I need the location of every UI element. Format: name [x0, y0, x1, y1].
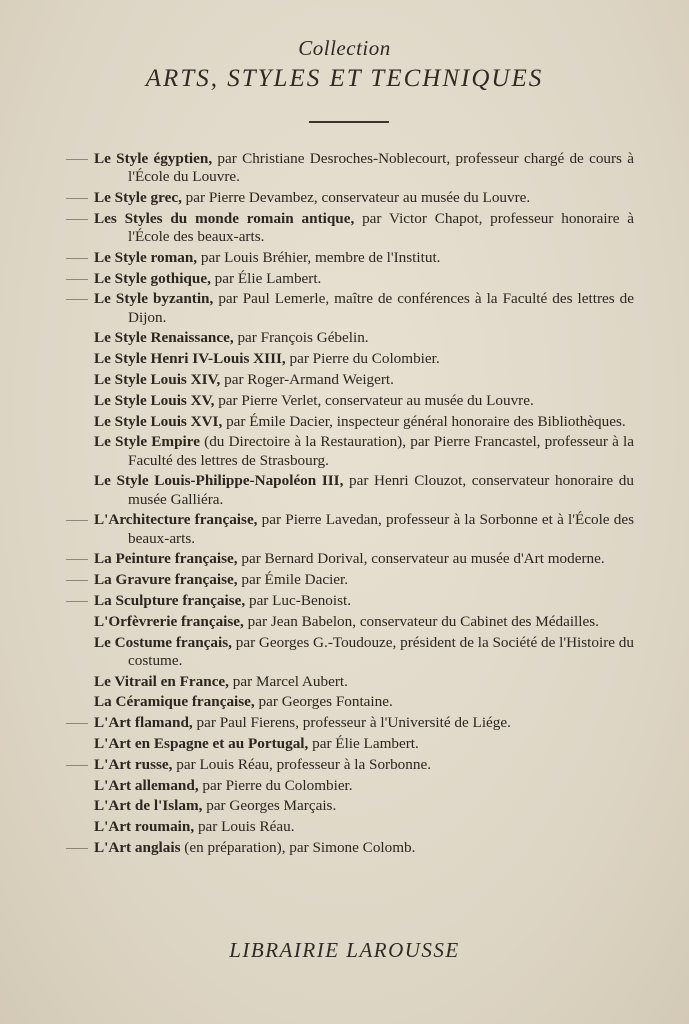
volume-title: Les Styles du monde romain antique, — [94, 209, 355, 227]
volume-title: Le Style Henri IV-Louis XIII, — [94, 350, 286, 368]
list-item — [94, 613, 634, 631]
list-item — [94, 797, 634, 815]
pencil-tick-mark — [66, 299, 88, 300]
volume-title: L'Art allemand, — [94, 776, 199, 794]
volume-title: Le Style Louis XIV, — [94, 370, 221, 388]
volume-author: par Marcel Aubert. — [228, 672, 348, 690]
volume-title: L'Orfèvrerie française, — [94, 612, 244, 630]
list-item — [94, 714, 634, 732]
list-item — [94, 839, 634, 857]
list-item — [94, 818, 634, 836]
list-item — [94, 693, 634, 711]
volume-title: Le Style égyptien, — [94, 150, 213, 167]
list-item — [94, 249, 634, 267]
pencil-tick-mark — [66, 279, 88, 280]
volume-author: par Pierre Devambez, conservateur au musée du Louvre. — [181, 189, 531, 206]
volume-title: L'Art russe, — [94, 755, 173, 773]
volume-author: par François Gébelin. — [233, 329, 369, 347]
list-item — [94, 673, 634, 691]
volume-author: par Émile Dacier, inspecteur général honoraire des Bibliothèques. — [222, 412, 626, 430]
list-item — [94, 413, 634, 431]
pencil-tick-mark — [66, 198, 88, 199]
volume-title: L'Art flamand, — [94, 714, 193, 732]
list-item — [94, 592, 634, 610]
volume-title: La Sculpture française, — [94, 591, 246, 609]
volume-author: par Émile Dacier. — [237, 571, 349, 589]
volume-title: Le Style Louis-Philippe-Napoléon III, — [94, 472, 344, 490]
volume-title: Le Style byzantin, — [94, 290, 214, 308]
volume-author: par Georges Marçais. — [202, 797, 337, 815]
volume-author: par Pierre du Colombier. — [285, 350, 440, 368]
list-item — [94, 150, 634, 186]
pencil-tick-mark — [66, 520, 88, 521]
volume-author: par Victor Chapot, professeur honoraire à l'École des beaux-arts. — [128, 209, 634, 245]
list-item — [94, 634, 634, 670]
volume-author: par Paul Fierens, professeur à l'Université de Liége. — [192, 714, 511, 732]
list-item — [94, 571, 634, 589]
page-header — [0, 36, 689, 93]
list-item — [94, 329, 634, 347]
list-item — [94, 189, 634, 207]
pencil-tick-mark — [66, 580, 88, 581]
series-title: ARTS, STYLES ET TECHNIQUES — [145, 65, 544, 92]
volume-author: par Élie Lambert. — [210, 269, 322, 287]
list-item — [94, 350, 634, 368]
volume-author: par Élie Lambert. — [308, 734, 419, 752]
publisher-name: LIBRAIRIE LAROUSSE — [229, 938, 460, 962]
list-item — [94, 210, 634, 246]
volume-author: par Roger-Armand Weigert. — [220, 370, 394, 388]
volume-author: par Pierre du Colombier. — [198, 776, 353, 794]
collection-label: Collection — [298, 36, 391, 60]
volume-title: L'Art anglais — [94, 838, 181, 856]
volume-title: Le Style gothique, — [94, 269, 211, 287]
volume-title: La Peinture française, — [94, 550, 238, 568]
volume-author: par Henri Clouzot, conservateur honoraire du musée Galliéra. — [128, 472, 634, 508]
title-list — [94, 150, 634, 860]
volume-author: par Georges Fontaine. — [254, 693, 393, 711]
volume-title: La Céramique française, — [94, 693, 255, 711]
pencil-tick-mark — [66, 159, 88, 160]
volume-title: L'Art de l'Islam, — [94, 797, 203, 815]
list-item — [94, 433, 634, 469]
volume-title: Le Style grec, — [94, 189, 182, 206]
pencil-tick-mark — [66, 723, 88, 724]
volume-title: Le Style Empire — [94, 433, 200, 451]
title-rule — [309, 121, 389, 123]
list-item — [94, 550, 634, 568]
volume-author: par Jean Babelon, conservateur du Cabinet des Médailles. — [243, 612, 599, 630]
volume-author: par Georges G.-Toudouze, président de la Société de l'Histoire du costume. — [128, 633, 634, 669]
pencil-tick-mark — [66, 765, 88, 766]
list-item — [94, 777, 634, 795]
volume-author: par Paul Lemerle, maître de conférences à la Faculté des lettres de Dijon. — [128, 290, 634, 326]
pencil-tick-mark — [66, 601, 88, 602]
volume-author: par Christiane Desroches-Noblecourt, professeur chargé de cours à l'École du Louvre. — [128, 150, 634, 186]
volume-author: par Pierre Lavedan, professeur à la Sorbonne et à l'École des beaux-arts. — [128, 511, 634, 547]
list-item — [94, 511, 634, 547]
pencil-tick-mark — [66, 559, 88, 560]
volume-title: Le Style Louis XV, — [94, 391, 215, 409]
list-item — [94, 756, 634, 774]
volume-title: L'Art roumain, — [94, 818, 195, 836]
pencil-tick-mark — [66, 219, 88, 220]
list-item — [94, 270, 634, 288]
volume-author: (en préparation), par Simone Colomb. — [180, 838, 416, 856]
volume-author: par Louis Réau. — [194, 818, 295, 836]
volume-author: par Louis Bréhier, membre de l'Institut. — [197, 248, 441, 266]
volume-author: par Louis Réau, professeur à la Sorbonne. — [172, 755, 432, 773]
volume-author: par Pierre Verlet, conservateur au musée du Louvre. — [214, 391, 534, 409]
volume-author: par Luc-Benoist. — [245, 591, 352, 609]
volume-title: La Gravure française, — [94, 571, 238, 589]
pencil-tick-mark — [66, 848, 88, 849]
list-item — [94, 735, 634, 753]
volume-author: par Bernard Dorival, conservateur au musée d'Art moderne. — [237, 550, 605, 568]
volume-title: Le Style Louis XVI, — [94, 412, 223, 430]
list-item — [94, 392, 634, 410]
volume-title: L'Architecture française, — [94, 511, 258, 529]
list-item — [94, 472, 634, 508]
volume-title: Le Costume français, — [94, 633, 232, 651]
pencil-tick-mark — [66, 258, 88, 259]
volume-title: L'Art en Espagne et au Portugal, — [94, 734, 309, 752]
volume-title: Le Vitrail en France, — [94, 672, 229, 690]
list-item — [94, 371, 634, 389]
volume-author: (du Directoire à la Restauration), par Pierre Francastel, professeur à la Faculté des lettres de Strasbourg. — [128, 433, 634, 469]
list-item — [94, 290, 634, 326]
volume-title: Le Style Renaissance, — [94, 329, 234, 347]
volume-title: Le Style roman, — [94, 248, 198, 266]
